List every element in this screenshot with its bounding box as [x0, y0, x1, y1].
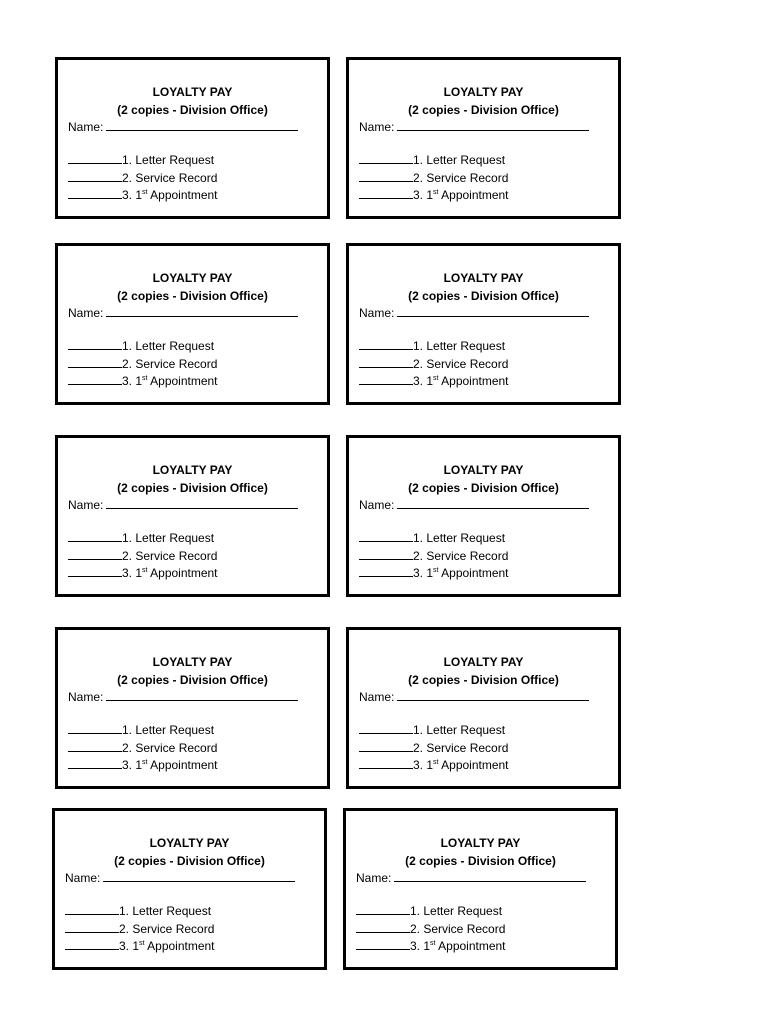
- checklist-item-first-appointment: [356, 939, 506, 953]
- name-row: [359, 120, 589, 134]
- check-blank-line: [359, 339, 413, 350]
- checklist-item-letter-request: [68, 531, 214, 545]
- loyalty-pay-slip: [343, 808, 618, 970]
- item-label-suffix: Appointment: [438, 188, 509, 202]
- name-row: [359, 690, 589, 704]
- item-label-suffix: Appointment: [438, 758, 509, 772]
- ordinal-superscript: st: [142, 375, 148, 382]
- item-label-prefix: 3. 1: [122, 566, 143, 580]
- slip-subtitle: (2 copies - Division Office): [117, 103, 268, 117]
- slip-subtitle: (2 copies - Division Office): [117, 289, 268, 303]
- item-label-prefix: 3. 1: [413, 188, 434, 202]
- item-label: 2. Service Record: [413, 741, 509, 755]
- check-blank-line: [68, 153, 122, 164]
- item-label-prefix: 3. 1: [413, 758, 434, 772]
- check-blank-line: [68, 188, 122, 199]
- item-label: 1. Letter Request: [413, 531, 506, 545]
- check-blank-line: [359, 723, 413, 734]
- item-label-suffix: Appointment: [438, 566, 509, 580]
- name-blank-line: [397, 306, 589, 317]
- loyalty-pay-slip: [346, 627, 621, 789]
- check-blank-line: [68, 758, 122, 769]
- check-blank-line: [356, 904, 410, 915]
- ordinal-superscript: st: [142, 567, 148, 574]
- checklist-item-first-appointment: [68, 374, 218, 388]
- item-label: 1. Letter Request: [122, 153, 215, 167]
- item-label: 2. Service Record: [413, 357, 509, 371]
- name-label: Name:: [359, 498, 395, 512]
- slip-title: LOYALTY PAY: [443, 271, 524, 285]
- slip-subtitle: (2 copies - Division Office): [405, 854, 556, 868]
- checklist-item-first-appointment: [359, 758, 509, 772]
- name-label: Name:: [359, 120, 395, 134]
- item-label: 1. Letter Request: [122, 339, 215, 353]
- checklist-item-letter-request: [68, 339, 214, 353]
- check-blank-line: [65, 939, 119, 950]
- checklist-item-letter-request: [359, 531, 505, 545]
- ordinal-superscript: st: [433, 567, 439, 574]
- checklist-item-letter-request: [359, 153, 505, 167]
- name-blank-line: [397, 120, 589, 131]
- checklist-item-letter-request: [68, 153, 214, 167]
- check-blank-line: [68, 339, 122, 350]
- slip-subtitle: (2 copies - Division Office): [117, 481, 268, 495]
- name-blank-line: [106, 498, 298, 509]
- name-label: Name:: [68, 120, 104, 134]
- check-blank-line: [68, 171, 122, 182]
- item-label: 2. Service Record: [119, 922, 215, 936]
- item-label: 1. Letter Request: [119, 904, 212, 918]
- check-blank-line: [68, 531, 122, 542]
- checklist-item-service-record: [68, 357, 217, 371]
- item-label-prefix: 3. 1: [122, 374, 143, 388]
- name-row: [65, 871, 295, 885]
- slip-subtitle: (2 copies - Division Office): [114, 854, 265, 868]
- checklist-item-service-record: [68, 549, 217, 563]
- slip-title: LOYALTY PAY: [152, 463, 233, 477]
- check-blank-line: [359, 188, 413, 199]
- check-blank-line: [359, 531, 413, 542]
- check-blank-line: [68, 566, 122, 577]
- name-row: [68, 690, 298, 704]
- check-blank-line: [356, 939, 410, 950]
- name-blank-line: [397, 690, 589, 701]
- item-label: 1. Letter Request: [413, 723, 506, 737]
- checklist-item-first-appointment: [359, 188, 509, 202]
- loyalty-pay-slip: [346, 57, 621, 219]
- checklist-item-letter-request: [65, 904, 211, 918]
- item-label-prefix: 3. 1: [413, 374, 434, 388]
- item-label: 1. Letter Request: [410, 904, 503, 918]
- name-row: [68, 498, 298, 512]
- slip-title: LOYALTY PAY: [443, 85, 524, 99]
- checklist-item-letter-request: [359, 339, 505, 353]
- loyalty-pay-slip: [55, 627, 330, 789]
- loyalty-pay-slip: [55, 243, 330, 405]
- ordinal-superscript: st: [139, 940, 145, 947]
- check-blank-line: [68, 549, 122, 560]
- slip-title: LOYALTY PAY: [443, 655, 524, 669]
- name-row: [359, 306, 589, 320]
- name-blank-line: [394, 871, 586, 882]
- check-blank-line: [65, 922, 119, 933]
- check-blank-line: [359, 357, 413, 368]
- name-label: Name:: [65, 871, 101, 885]
- check-blank-line: [68, 357, 122, 368]
- item-label: 1. Letter Request: [122, 531, 215, 545]
- check-blank-line: [356, 922, 410, 933]
- item-label: 2. Service Record: [122, 741, 218, 755]
- name-blank-line: [103, 871, 295, 882]
- slip-subtitle: (2 copies - Division Office): [117, 673, 268, 687]
- checklist-item-letter-request: [359, 723, 505, 737]
- checklist-item-service-record: [359, 549, 508, 563]
- item-label-prefix: 3. 1: [122, 758, 143, 772]
- item-label: 2. Service Record: [413, 171, 509, 185]
- slip-subtitle: (2 copies - Division Office): [408, 103, 559, 117]
- name-label: Name:: [68, 306, 104, 320]
- slip-title: LOYALTY PAY: [152, 85, 233, 99]
- check-blank-line: [359, 741, 413, 752]
- name-label: Name:: [68, 498, 104, 512]
- check-blank-line: [68, 723, 122, 734]
- checklist-item-service-record: [359, 741, 508, 755]
- name-row: [68, 120, 298, 134]
- item-label: 2. Service Record: [413, 549, 509, 563]
- loyalty-pay-slip: [346, 435, 621, 597]
- slip-title: LOYALTY PAY: [443, 463, 524, 477]
- check-blank-line: [359, 758, 413, 769]
- checklist-item-service-record: [359, 171, 508, 185]
- item-label-suffix: Appointment: [438, 374, 509, 388]
- name-blank-line: [106, 306, 298, 317]
- slip-title: LOYALTY PAY: [152, 271, 233, 285]
- check-blank-line: [68, 741, 122, 752]
- item-label: 2. Service Record: [410, 922, 506, 936]
- loyalty-pay-slip: [55, 435, 330, 597]
- slip-title: LOYALTY PAY: [149, 836, 230, 850]
- item-label: 2. Service Record: [122, 171, 218, 185]
- name-row: [359, 498, 589, 512]
- slip-subtitle: (2 copies - Division Office): [408, 481, 559, 495]
- item-label-suffix: Appointment: [147, 374, 218, 388]
- slip-title: LOYALTY PAY: [152, 655, 233, 669]
- loyalty-pay-slip: [346, 243, 621, 405]
- item-label-suffix: Appointment: [147, 188, 218, 202]
- checklist-item-first-appointment: [68, 188, 218, 202]
- checklist-item-first-appointment: [68, 566, 218, 580]
- name-blank-line: [106, 120, 298, 131]
- slip-title: LOYALTY PAY: [440, 836, 521, 850]
- item-label-prefix: 3. 1: [410, 939, 431, 953]
- item-label-prefix: 3. 1: [122, 188, 143, 202]
- name-label: Name:: [359, 690, 395, 704]
- slip-subtitle: (2 copies - Division Office): [408, 289, 559, 303]
- item-label: 1. Letter Request: [122, 723, 215, 737]
- item-label-suffix: Appointment: [144, 939, 215, 953]
- name-label: Name:: [68, 690, 104, 704]
- item-label-suffix: Appointment: [147, 566, 218, 580]
- item-label: 2. Service Record: [122, 549, 218, 563]
- name-blank-line: [106, 690, 298, 701]
- checklist-item-service-record: [356, 922, 505, 936]
- loyalty-pay-slip: [55, 57, 330, 219]
- checklist-item-first-appointment: [359, 566, 509, 580]
- check-blank-line: [359, 566, 413, 577]
- item-label: 1. Letter Request: [413, 339, 506, 353]
- check-blank-line: [359, 153, 413, 164]
- slip-subtitle: (2 copies - Division Office): [408, 673, 559, 687]
- check-blank-line: [68, 374, 122, 385]
- checklist-item-first-appointment: [65, 939, 215, 953]
- loyalty-pay-slip: [52, 808, 327, 970]
- name-row: [68, 306, 298, 320]
- ordinal-superscript: st: [430, 940, 436, 947]
- item-label: 2. Service Record: [122, 357, 218, 371]
- check-blank-line: [359, 171, 413, 182]
- ordinal-superscript: st: [433, 759, 439, 766]
- ordinal-superscript: st: [433, 375, 439, 382]
- name-blank-line: [397, 498, 589, 509]
- checklist-item-letter-request: [68, 723, 214, 737]
- item-label-suffix: Appointment: [147, 758, 218, 772]
- check-blank-line: [359, 374, 413, 385]
- item-label-prefix: 3. 1: [413, 566, 434, 580]
- check-blank-line: [65, 904, 119, 915]
- checklist-item-service-record: [68, 171, 217, 185]
- ordinal-superscript: st: [142, 759, 148, 766]
- item-label: 1. Letter Request: [413, 153, 506, 167]
- checklist-item-first-appointment: [359, 374, 509, 388]
- check-blank-line: [359, 549, 413, 560]
- item-label-suffix: Appointment: [435, 939, 506, 953]
- ordinal-superscript: st: [433, 189, 439, 196]
- name-label: Name:: [356, 871, 392, 885]
- ordinal-superscript: st: [142, 189, 148, 196]
- checklist-item-service-record: [359, 357, 508, 371]
- checklist-item-service-record: [65, 922, 214, 936]
- checklist-item-service-record: [68, 741, 217, 755]
- item-label-prefix: 3. 1: [119, 939, 140, 953]
- name-row: [356, 871, 586, 885]
- checklist-item-letter-request: [356, 904, 502, 918]
- name-label: Name:: [359, 306, 395, 320]
- checklist-item-first-appointment: [68, 758, 218, 772]
